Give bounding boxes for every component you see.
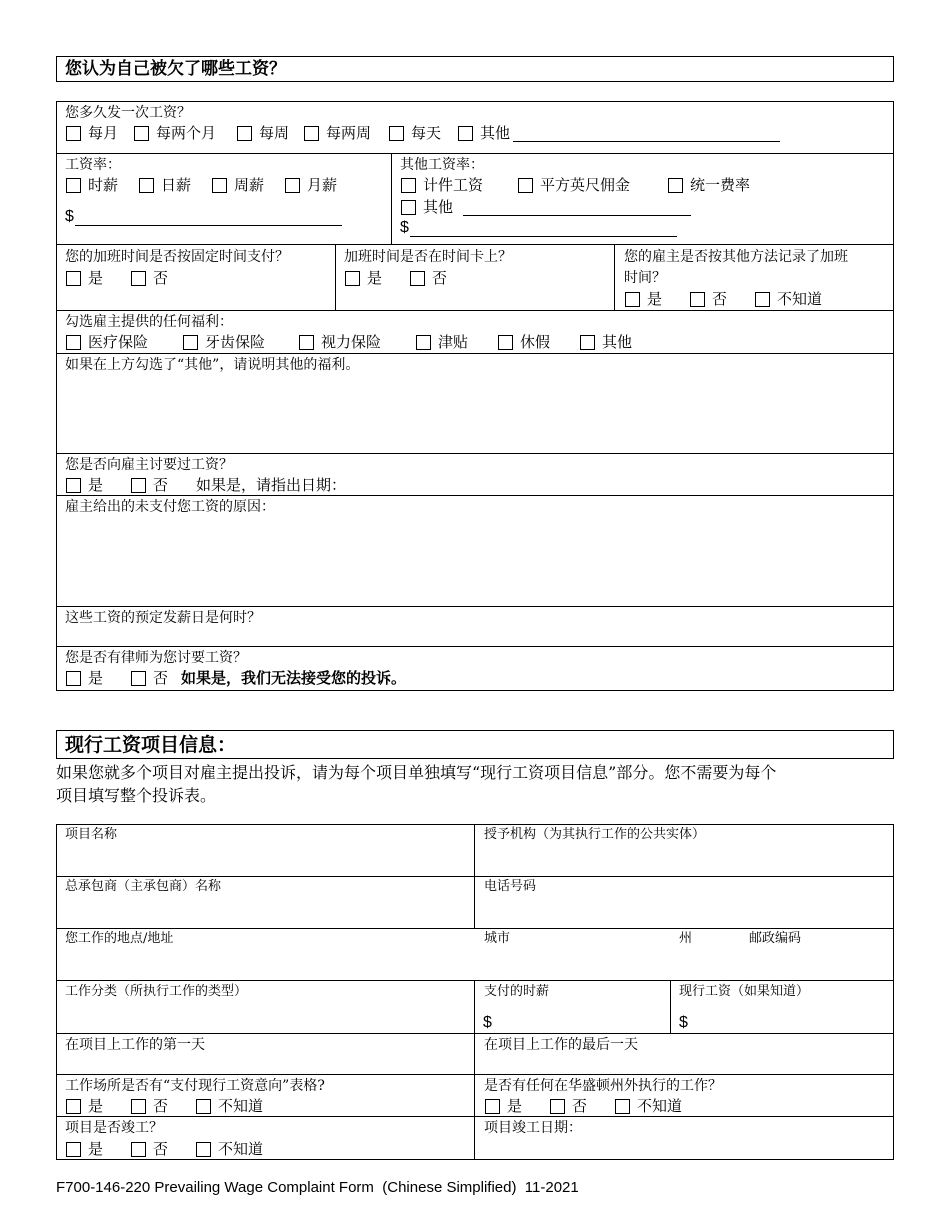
checkbox[interactable]: [285, 178, 300, 193]
last-day-label: 在项目上工作的最后一天: [484, 1037, 638, 1053]
outside-wa-yes[interactable]: 是: [485, 1097, 522, 1115]
pay-rate-monthly[interactable]: 月薪: [285, 176, 337, 194]
other-benefits-label: 如果在上方勾选了“其他”，请说明其他的福利。: [65, 357, 360, 373]
checkbox[interactable]: [66, 271, 81, 286]
asked-wages-question: 您是否向雇主讨要过工资？: [65, 457, 233, 473]
other-rate-other-line[interactable]: [463, 215, 691, 216]
checkbox[interactable]: [131, 1099, 146, 1114]
benefit-other[interactable]: 其他: [580, 333, 632, 351]
checkbox[interactable]: [131, 271, 146, 286]
phone-label: 电话号码: [484, 879, 537, 894]
other-rate-label: 其他工资率：: [400, 157, 484, 173]
asked-wages-date-prompt: 如果是，请指出日期：: [196, 476, 347, 494]
checkbox[interactable]: [304, 126, 319, 141]
other-rate-sqft[interactable]: 平方英尺佣金: [518, 176, 630, 194]
checkbox[interactable]: [196, 1142, 211, 1157]
form-footer: F700-146-220 Prevailing Wage Complaint Form (Chinese Simplified) 11-2021: [56, 1179, 579, 1196]
checkbox[interactable]: [401, 200, 416, 215]
overtime-record-yes[interactable]: 是: [625, 290, 662, 308]
hourly-paid-dollar: $: [483, 1014, 492, 1031]
first-day-label: 在项目上工作的第一天: [65, 1037, 205, 1053]
other-rate-dollar: $: [400, 219, 409, 236]
completion-date-label: 项目竣工日期：: [484, 1120, 582, 1136]
lawyer-warning: 如果是，我们无法接受您的投诉。: [181, 669, 407, 687]
pay-frequency-question: 您多久发一次工资？: [65, 105, 191, 121]
benefit-allowance[interactable]: 津贴: [416, 333, 468, 351]
benefit-vacation[interactable]: 休假: [498, 333, 550, 351]
checkbox[interactable]: [237, 126, 252, 141]
pay-freq-monthly[interactable]: 每月: [66, 124, 118, 142]
checkbox[interactable]: [410, 271, 425, 286]
checkbox[interactable]: [131, 478, 146, 493]
outside-wa-no[interactable]: 否: [550, 1097, 587, 1115]
checkbox[interactable]: [615, 1099, 630, 1114]
overtime-card-no[interactable]: 否: [410, 269, 447, 287]
checkbox[interactable]: [625, 292, 640, 307]
section2-title: 现行工资项目信息：: [65, 734, 237, 756]
checkbox[interactable]: [518, 178, 533, 193]
checkbox[interactable]: [66, 335, 81, 350]
notice-posted-question: 工作场所是否有“支付现行工资意向”表格?: [65, 1078, 325, 1094]
pay-freq-bimonthly[interactable]: 每两个月: [134, 124, 216, 142]
pay-rate-weekly[interactable]: 周薪: [212, 176, 264, 194]
other-rate-amount-line[interactable]: [410, 236, 677, 237]
pay-rate-daily[interactable]: 日薪: [139, 176, 191, 194]
city-label: 城市: [484, 931, 511, 946]
awarding-agency-label: 授予机构（为其执行工作的公共实体）: [484, 827, 706, 842]
overtime-record-unknown[interactable]: 不知道: [755, 290, 822, 308]
checkbox[interactable]: [668, 178, 683, 193]
checkbox[interactable]: [389, 126, 404, 141]
checkbox[interactable]: [196, 1099, 211, 1114]
zip-label: 邮政编码: [749, 931, 802, 946]
outside-wa-question: 是否有任何在华盛顿州外执行的工作？: [484, 1078, 722, 1094]
pay-freq-daily[interactable]: 每天: [389, 124, 441, 142]
checkbox[interactable]: [401, 178, 416, 193]
overtime-card-yes[interactable]: 是: [345, 269, 382, 287]
overtime-fixed-question: 您的加班时间是否按固定时间支付？: [65, 249, 289, 265]
section2-intro-2: 项目填写整个投诉表。: [56, 786, 217, 805]
prevailing-wage-dollar: $: [679, 1014, 688, 1031]
hourly-paid-label: 支付的时薪: [484, 984, 550, 999]
other-rate-piece[interactable]: 计件工资: [401, 176, 483, 194]
prime-contractor-label: 总承包商（主承包商）名称: [65, 879, 222, 894]
pay-rate-dollar: $: [65, 208, 74, 225]
overtime-record-question-1: 您的雇主是否按其他方法记录了加班: [624, 249, 848, 265]
pay-rate-hourly[interactable]: 时薪: [66, 176, 118, 194]
benefits-label: 勾选雇主提供的任何福利：: [65, 314, 233, 330]
overtime-record-question-2: 时间？: [624, 270, 666, 286]
other-rate-flat[interactable]: 统一费率: [668, 176, 750, 194]
checkbox[interactable]: [66, 1142, 81, 1157]
completed-no[interactable]: 否: [131, 1140, 168, 1158]
checkbox[interactable]: [550, 1099, 565, 1114]
benefit-medical[interactable]: 医疗保险: [66, 333, 148, 351]
checkbox[interactable]: [131, 671, 146, 686]
overtime-fixed-yes[interactable]: 是: [66, 269, 103, 287]
pay-rate-label: 工资率：: [65, 157, 121, 173]
completed-unknown[interactable]: 不知道: [196, 1140, 263, 1158]
unpaid-reason-field[interactable]: [57, 518, 893, 605]
pay-freq-biweekly[interactable]: 每两周: [304, 124, 371, 142]
section1-title: 您认为自己被欠了哪些工资？: [65, 59, 286, 79]
lawyer-yes[interactable]: 是: [66, 669, 103, 687]
section2-intro-1: 如果您就多个项目对雇主提出投诉，请为每个项目单独填写“现行工资项目信息”部分。您不需要为每个: [56, 763, 777, 782]
overtime-fixed-no[interactable]: 否: [131, 269, 168, 287]
checkbox[interactable]: [212, 178, 227, 193]
checkbox[interactable]: [755, 292, 770, 307]
checkbox[interactable]: [690, 292, 705, 307]
benefit-vision[interactable]: 视力保险: [299, 333, 381, 351]
pay-freq-other[interactable]: 其他: [458, 124, 510, 142]
overtime-card-question: 加班时间是否在时间卡上？: [344, 249, 512, 265]
checkbox[interactable]: [66, 126, 81, 141]
checkbox[interactable]: [183, 335, 198, 350]
unpaid-reason-label: 雇主给出的未支付您工资的原因：: [65, 499, 275, 515]
notice-posted-no[interactable]: 否: [131, 1097, 168, 1115]
pay-freq-weekly[interactable]: 每周: [237, 124, 289, 142]
other-benefits-field[interactable]: [57, 376, 893, 452]
checkbox[interactable]: [580, 335, 595, 350]
checkbox[interactable]: [345, 271, 360, 286]
checkbox[interactable]: [498, 335, 513, 350]
benefit-dental[interactable]: 牙齿保险: [183, 333, 265, 351]
lawyer-question: 您是否有律师为您讨要工资？: [65, 650, 247, 666]
pay-freq-other-line[interactable]: [513, 141, 780, 142]
checkbox[interactable]: [416, 335, 431, 350]
job-class-label: 工作分类（所执行工作的类型）: [65, 984, 248, 999]
checkbox[interactable]: [66, 178, 81, 193]
project-name-label: 项目名称: [65, 827, 118, 842]
completed-yes[interactable]: 是: [66, 1140, 103, 1158]
checkbox[interactable]: [66, 1099, 81, 1114]
completed-question: 项目是否竣工？: [65, 1120, 163, 1136]
checkbox[interactable]: [299, 335, 314, 350]
notice-posted-unknown[interactable]: 不知道: [196, 1097, 263, 1115]
checkbox[interactable]: [66, 671, 81, 686]
lawyer-no[interactable]: 否: [131, 669, 168, 687]
asked-wages-no[interactable]: 否: [131, 476, 168, 494]
overtime-record-no[interactable]: 否: [690, 290, 727, 308]
checkbox[interactable]: [131, 1142, 146, 1157]
checkbox[interactable]: [458, 126, 473, 141]
prevailing-wage-label: 现行工资（如果知道）: [679, 984, 810, 999]
work-location-label: 您工作的地点/地址: [65, 931, 174, 946]
asked-wages-yes[interactable]: 是: [66, 476, 103, 494]
state-label: 州: [679, 931, 693, 946]
checkbox[interactable]: [485, 1099, 500, 1114]
checkbox[interactable]: [134, 126, 149, 141]
checkbox[interactable]: [139, 178, 154, 193]
outside-wa-unknown[interactable]: 不知道: [615, 1097, 682, 1115]
checkbox[interactable]: [66, 478, 81, 493]
payday-label: 这些工资的预定发薪日是何时？: [65, 610, 261, 626]
notice-posted-yes[interactable]: 是: [66, 1097, 103, 1115]
pay-rate-amount-line[interactable]: [75, 225, 342, 226]
other-rate-other[interactable]: 其他: [401, 198, 453, 216]
